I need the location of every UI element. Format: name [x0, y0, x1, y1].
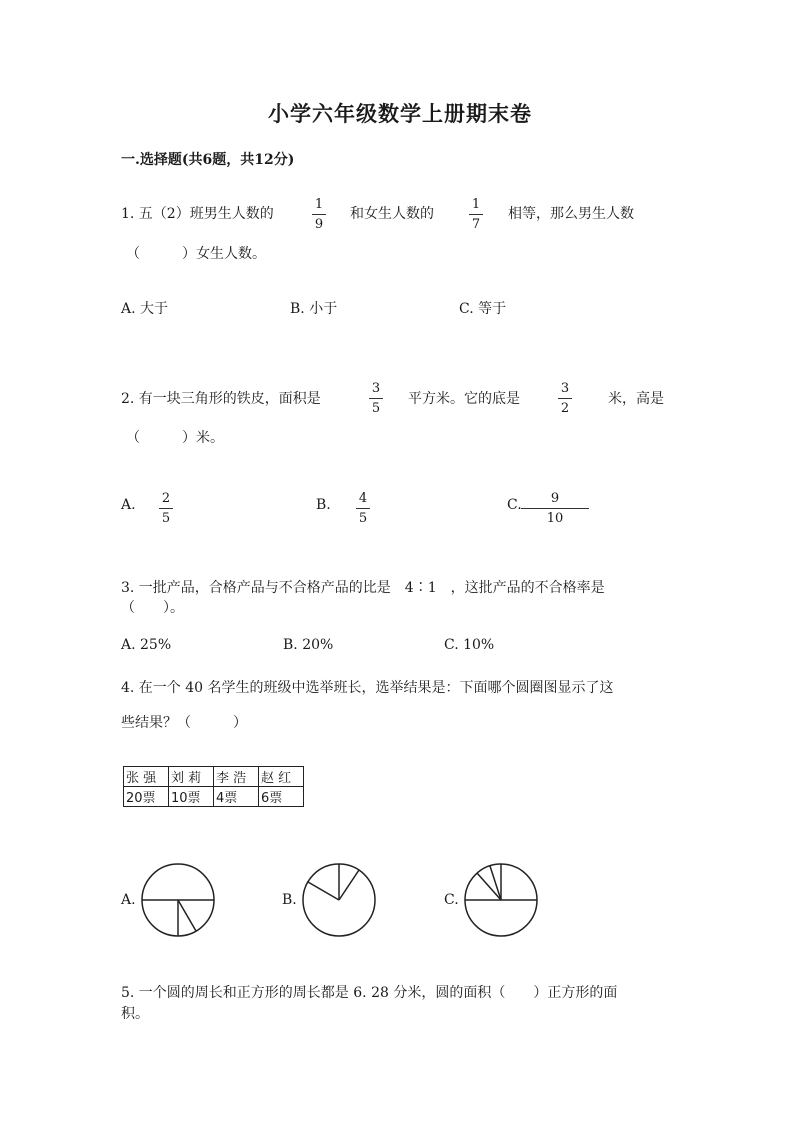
q2-option-c-label: C.	[507, 497, 522, 513]
q2-optB-denominator: 5	[358, 511, 368, 526]
q2-frac1-numerator: 3	[371, 381, 381, 396]
q1-fraction-2	[469, 197, 483, 232]
pie-option-b-label: B.	[282, 892, 297, 908]
q1-option-a: A. 大于	[121, 301, 169, 317]
q2-option-b-fraction	[356, 491, 370, 526]
table-cell-votes: 10票	[169, 787, 214, 807]
table-cell-votes: 6票	[259, 787, 304, 807]
section-heading: 一.选择题(共6题，共12分)	[121, 152, 295, 168]
q2-fraction-1	[369, 381, 383, 416]
q2-frac1-denominator: 5	[371, 401, 381, 416]
q3-option-a: A. 25%	[121, 637, 172, 653]
q1-fraction-1	[312, 197, 326, 232]
q2-optB-numerator: 4	[358, 491, 368, 506]
q2-option-a-label: A.	[121, 497, 136, 513]
q1-frac2-numerator: 1	[471, 197, 481, 212]
q1-text-part3: 相等，那么男生人数	[508, 206, 634, 222]
q3-option-b: B. 20%	[283, 637, 334, 653]
table-row-votes	[124, 787, 304, 807]
vote-results-table	[123, 766, 304, 807]
q2-text-part2: 平方米。它的底是	[408, 391, 520, 407]
table-cell-name: 赵 红	[259, 767, 304, 787]
q1-option-c: C. 等于	[459, 301, 507, 317]
q2-frac2-numerator: 3	[560, 381, 570, 396]
q1-text-line2: （ ）女生人数。	[126, 246, 266, 262]
q3-text-line2: （ ）。	[121, 600, 184, 616]
q2-optA-denominator: 5	[161, 511, 171, 526]
q5-text-line1: 5. 一个圆的周长和正方形的周长都是 6. 28 分米，圆的面积（ ）正方形的面	[121, 985, 618, 1001]
q2-optC-denominator: 10	[546, 511, 564, 526]
q1-frac2-denominator: 7	[471, 217, 481, 232]
q3-text-line1: 3. 一批产品，合格产品与不合格产品的比是 4∶1 ，这批产品的不合格率是	[121, 580, 605, 596]
q1-option-b: B. 小于	[290, 301, 338, 317]
q2-text-line2: （ ）米。	[126, 430, 224, 446]
table-cell-name: 李 浩	[214, 767, 259, 787]
page-title: 小学六年级数学上册期末卷	[268, 101, 532, 126]
q2-frac2-denominator: 2	[560, 401, 570, 416]
q2-text-part1: 2. 有一块三角形的铁皮，面积是	[121, 391, 321, 407]
q1-text-part1: 1. 五（2）班男生人数的	[121, 206, 274, 222]
table-row-names	[124, 767, 304, 787]
q2-text-part3: 米，高是	[608, 391, 664, 407]
table-cell-votes: 20票	[124, 787, 169, 807]
q2-optC-numerator: 9	[550, 491, 560, 506]
q1-frac1-denominator: 9	[314, 217, 324, 232]
q1-text-part2: 和女生人数的	[350, 206, 434, 222]
pie-chart-b	[301, 862, 377, 938]
pie-chart-a	[140, 862, 216, 938]
pie-option-c-label: C.	[444, 892, 459, 908]
q3-option-c: C. 10%	[444, 637, 495, 653]
q1-frac1-numerator: 1	[314, 197, 324, 212]
pie-option-a-label: A.	[121, 892, 136, 908]
q5-text-line2: 积。	[121, 1006, 149, 1022]
table-cell-name: 张 强	[124, 767, 169, 787]
q2-optA-numerator: 2	[161, 491, 171, 506]
q4-text-line2: 些结果？（ ）	[121, 715, 247, 731]
q4-text-line1: 4. 在一个 40 名学生的班级中选举班长，选举结果是：下面哪个圆圈图显示了这	[121, 680, 614, 696]
q2-option-a-fraction	[159, 491, 173, 526]
pie-chart-c	[463, 862, 539, 938]
q2-fraction-2	[558, 381, 572, 416]
q2-option-c-fraction	[521, 491, 589, 526]
table-cell-name: 刘 莉	[169, 767, 214, 787]
table-cell-votes: 4票	[214, 787, 259, 807]
q2-option-b-label: B.	[316, 497, 331, 513]
